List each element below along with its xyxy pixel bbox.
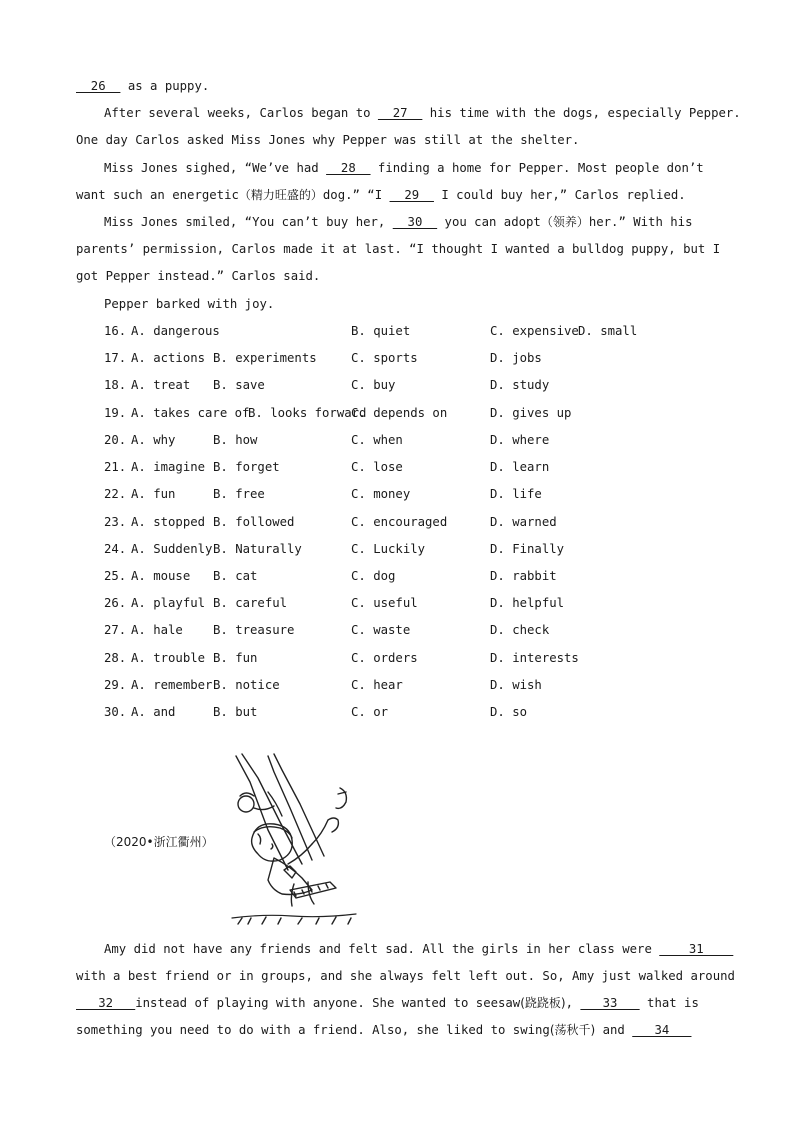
option-d[interactable]: D. gives up <box>490 406 572 420</box>
option-d[interactable]: D. learn <box>490 460 550 474</box>
option-b[interactable]: B. quiet <box>351 324 411 338</box>
option-d[interactable]: D. jobs <box>490 351 542 365</box>
option-c[interactable]: C. encouraged <box>351 515 448 529</box>
option-c[interactable]: C. hear <box>351 678 403 692</box>
option-c[interactable]: C. or <box>351 705 389 719</box>
option-b[interactable]: B. careful <box>213 596 288 610</box>
option-c[interactable]: C. sports <box>351 351 418 365</box>
chinese-gloss: （领养） <box>540 215 589 229</box>
option-d[interactable]: D. study <box>490 378 550 392</box>
blank-34[interactable]: 34 <box>632 1023 692 1037</box>
option-c[interactable]: C. lose <box>351 460 403 474</box>
blank-28[interactable]: 28 <box>326 161 371 175</box>
option-b[interactable]: B. forget <box>213 460 280 474</box>
option-a[interactable]: A. stopped <box>131 515 206 529</box>
option-b[interactable]: B. experiments <box>213 351 317 365</box>
blank-29[interactable]: 29 <box>389 188 434 202</box>
option-c[interactable]: C. orders <box>351 651 418 665</box>
option-d[interactable]: D. interests <box>490 651 579 665</box>
option-a[interactable]: A. dangerous <box>131 324 220 338</box>
option-a[interactable]: A. imagine <box>131 460 206 474</box>
option-a[interactable]: A. and <box>131 705 176 719</box>
option-c[interactable]: C. money <box>351 487 411 501</box>
option-b[interactable]: B. but <box>213 705 258 719</box>
option-b[interactable]: B. save <box>213 378 265 392</box>
document-page: 26 as a puppy. After several weeks, Carlos began to 27 his time with the dogs, especially Pepper. One day Carlos asked Miss Jones why Pepper was still at the shelter. Miss Jones sighed, “We’ve had 28 finding a home for Pepper. Most people don’t want such an energetic（精力旺盛的）dog.” “I 29 I could buy her,” Carlos replied. Miss Jones smiled, “You can’t buy her, 30 you can adopt（领养）her.” With his parents’ permission, Carlos made it at last. “I thought I wanted a bulldog puppy, but I got Pepper instead.” Carlos said. Pepper barked with joy. 16. A. dangerous B. quiet C. expensive D. small 17. A. actions B. experiments C. sports D. jobs 18. A. treat B. save C. buy D. study 19. A. takes care of B. looks forward C. depends on D. gives up 20. A. why B. how C. when D. where 21. A. imagine B. forget C. lose D. learn 22. A. fun B. free C. money D. life 23. A. stopped B. followed C. encouraged D. warned 24. A. Suddenly B. Naturally C. Luckily D. Finally 25. A. mouse B. cat C. dog D. rabbit 26. A. playful B. careful C. useful D. helpful 27. A. hale B. treasure C. waste D. check 28. A. trouble B. fun C. orders D. interests 29. A. remember B. notice C. hear D. wish 30. A. and B. but C. or D. so （2020•浙江衢州） Amy did not have any friends and felt sad. All the girls in her class were 31 with a best friend or in groups, and she always felt left out. So, Amy just walked around 32 instead of playing with anyone. She wanted to seesaw(跷跷板), 33 that is something you need to do with a friend. Also, she liked to swing(荡秋千) and 34 <box>0 0 794 1123</box>
passage2-line-4: something you need to do with a friend. Also, she liked to swing(荡秋千) and 34 <box>76 1023 692 1037</box>
passage1-line-1: 26 as a puppy. <box>76 79 210 93</box>
passage1-line-6: Miss Jones smiled, “You can’t buy her, 30 you can adopt（领养）her.” With his <box>104 215 693 229</box>
option-b[interactable]: B. followed <box>213 515 295 529</box>
option-c[interactable]: C. depends on <box>351 406 448 420</box>
option-a[interactable]: A. fun <box>131 487 176 501</box>
option-b[interactable]: B. Naturally <box>213 542 302 556</box>
option-c[interactable]: C. useful <box>351 596 418 610</box>
passage1-line-4: Miss Jones sighed, “We’ve had 28 finding a home for Pepper. Most people don’t <box>104 161 704 175</box>
option-b[interactable]: B. notice <box>213 678 280 692</box>
option-d[interactable]: D. helpful <box>490 596 565 610</box>
option-b[interactable]: B. fun <box>213 651 258 665</box>
passage2-line-2: with a best friend or in groups, and she always felt left out. So, Amy just walked around <box>76 969 735 983</box>
option-a[interactable]: A. hale <box>131 623 183 637</box>
girl-on-swing-illustration <box>228 752 362 932</box>
passage1-line-8: got Pepper instead.” Carlos said. <box>76 269 321 283</box>
option-d[interactable]: D. life <box>490 487 542 501</box>
blank-33[interactable]: 33 <box>580 996 640 1010</box>
option-c[interactable]: C. when <box>351 433 403 447</box>
option-d[interactable]: D. warned <box>490 515 557 529</box>
option-d[interactable]: D. check <box>490 623 550 637</box>
option-b[interactable]: B. looks forward <box>248 406 367 420</box>
option-c[interactable]: C. Luckily <box>351 542 426 556</box>
chinese-gloss: (荡秋千) <box>549 1023 596 1037</box>
option-c[interactable]: C. buy <box>351 378 396 392</box>
option-a[interactable]: A. mouse <box>131 569 191 583</box>
passage1-line-9: Pepper barked with joy. <box>104 297 275 311</box>
option-c[interactable]: C. expensive <box>490 324 579 338</box>
option-b[interactable]: B. treasure <box>213 623 295 637</box>
option-b[interactable]: B. cat <box>213 569 258 583</box>
passage1-line-3: One day Carlos asked Miss Jones why Pepper was still at the shelter. <box>76 133 580 147</box>
option-b[interactable]: B. how <box>213 433 258 447</box>
option-a[interactable]: A. actions <box>131 351 206 365</box>
passage1-line-2: After several weeks, Carlos began to 27 his time with the dogs, especially Pepper. <box>104 106 741 120</box>
option-a[interactable]: A. playful <box>131 596 206 610</box>
blank-26[interactable]: 26 <box>76 79 121 93</box>
source-label: （2020•浙江衢州） <box>104 835 214 849</box>
option-a[interactable]: A. remember <box>131 678 213 692</box>
blank-30[interactable]: 30 <box>392 215 438 229</box>
option-b[interactable]: B. free <box>213 487 265 501</box>
chinese-gloss: (跷跷板) <box>520 996 566 1010</box>
option-a[interactable]: A. treat <box>131 378 191 392</box>
option-d[interactable]: D. so <box>490 705 528 719</box>
blank-31[interactable]: 31 <box>659 942 734 956</box>
passage2-line-3: 32 instead of playing with anyone. She wanted to seesaw(跷跷板), 33 that is <box>76 996 699 1010</box>
option-d[interactable]: D. rabbit <box>490 569 557 583</box>
option-d[interactable]: D. where <box>490 433 550 447</box>
option-a[interactable]: A. why <box>131 433 176 447</box>
passage1-line-5: want such an energetic（精力旺盛的）dog.” “I 29 I could buy her,” Carlos replied. <box>76 188 686 202</box>
option-d[interactable]: D. wish <box>490 678 542 692</box>
option-c[interactable]: C. waste <box>351 623 411 637</box>
option-a[interactable]: A. Suddenly <box>131 542 213 556</box>
option-d[interactable]: D. small <box>578 324 638 338</box>
option-d[interactable]: D. Finally <box>490 542 565 556</box>
option-c[interactable]: C. dog <box>351 569 396 583</box>
option-a[interactable]: A. trouble <box>131 651 206 665</box>
option-a[interactable]: A. takes care of <box>131 406 250 420</box>
blank-27[interactable]: 27 <box>377 106 423 120</box>
passage1-line-7: parents’ permission, Carlos made it at last. “I thought I wanted a bulldog puppy, but I <box>76 242 721 256</box>
passage2-line-1: Amy did not have any friends and felt sad. All the girls in her class were 31 <box>104 942 734 956</box>
chinese-gloss: （精力旺盛的） <box>238 188 323 202</box>
blank-32[interactable]: 32 <box>76 996 136 1010</box>
swing-sketch-icon <box>228 752 362 932</box>
